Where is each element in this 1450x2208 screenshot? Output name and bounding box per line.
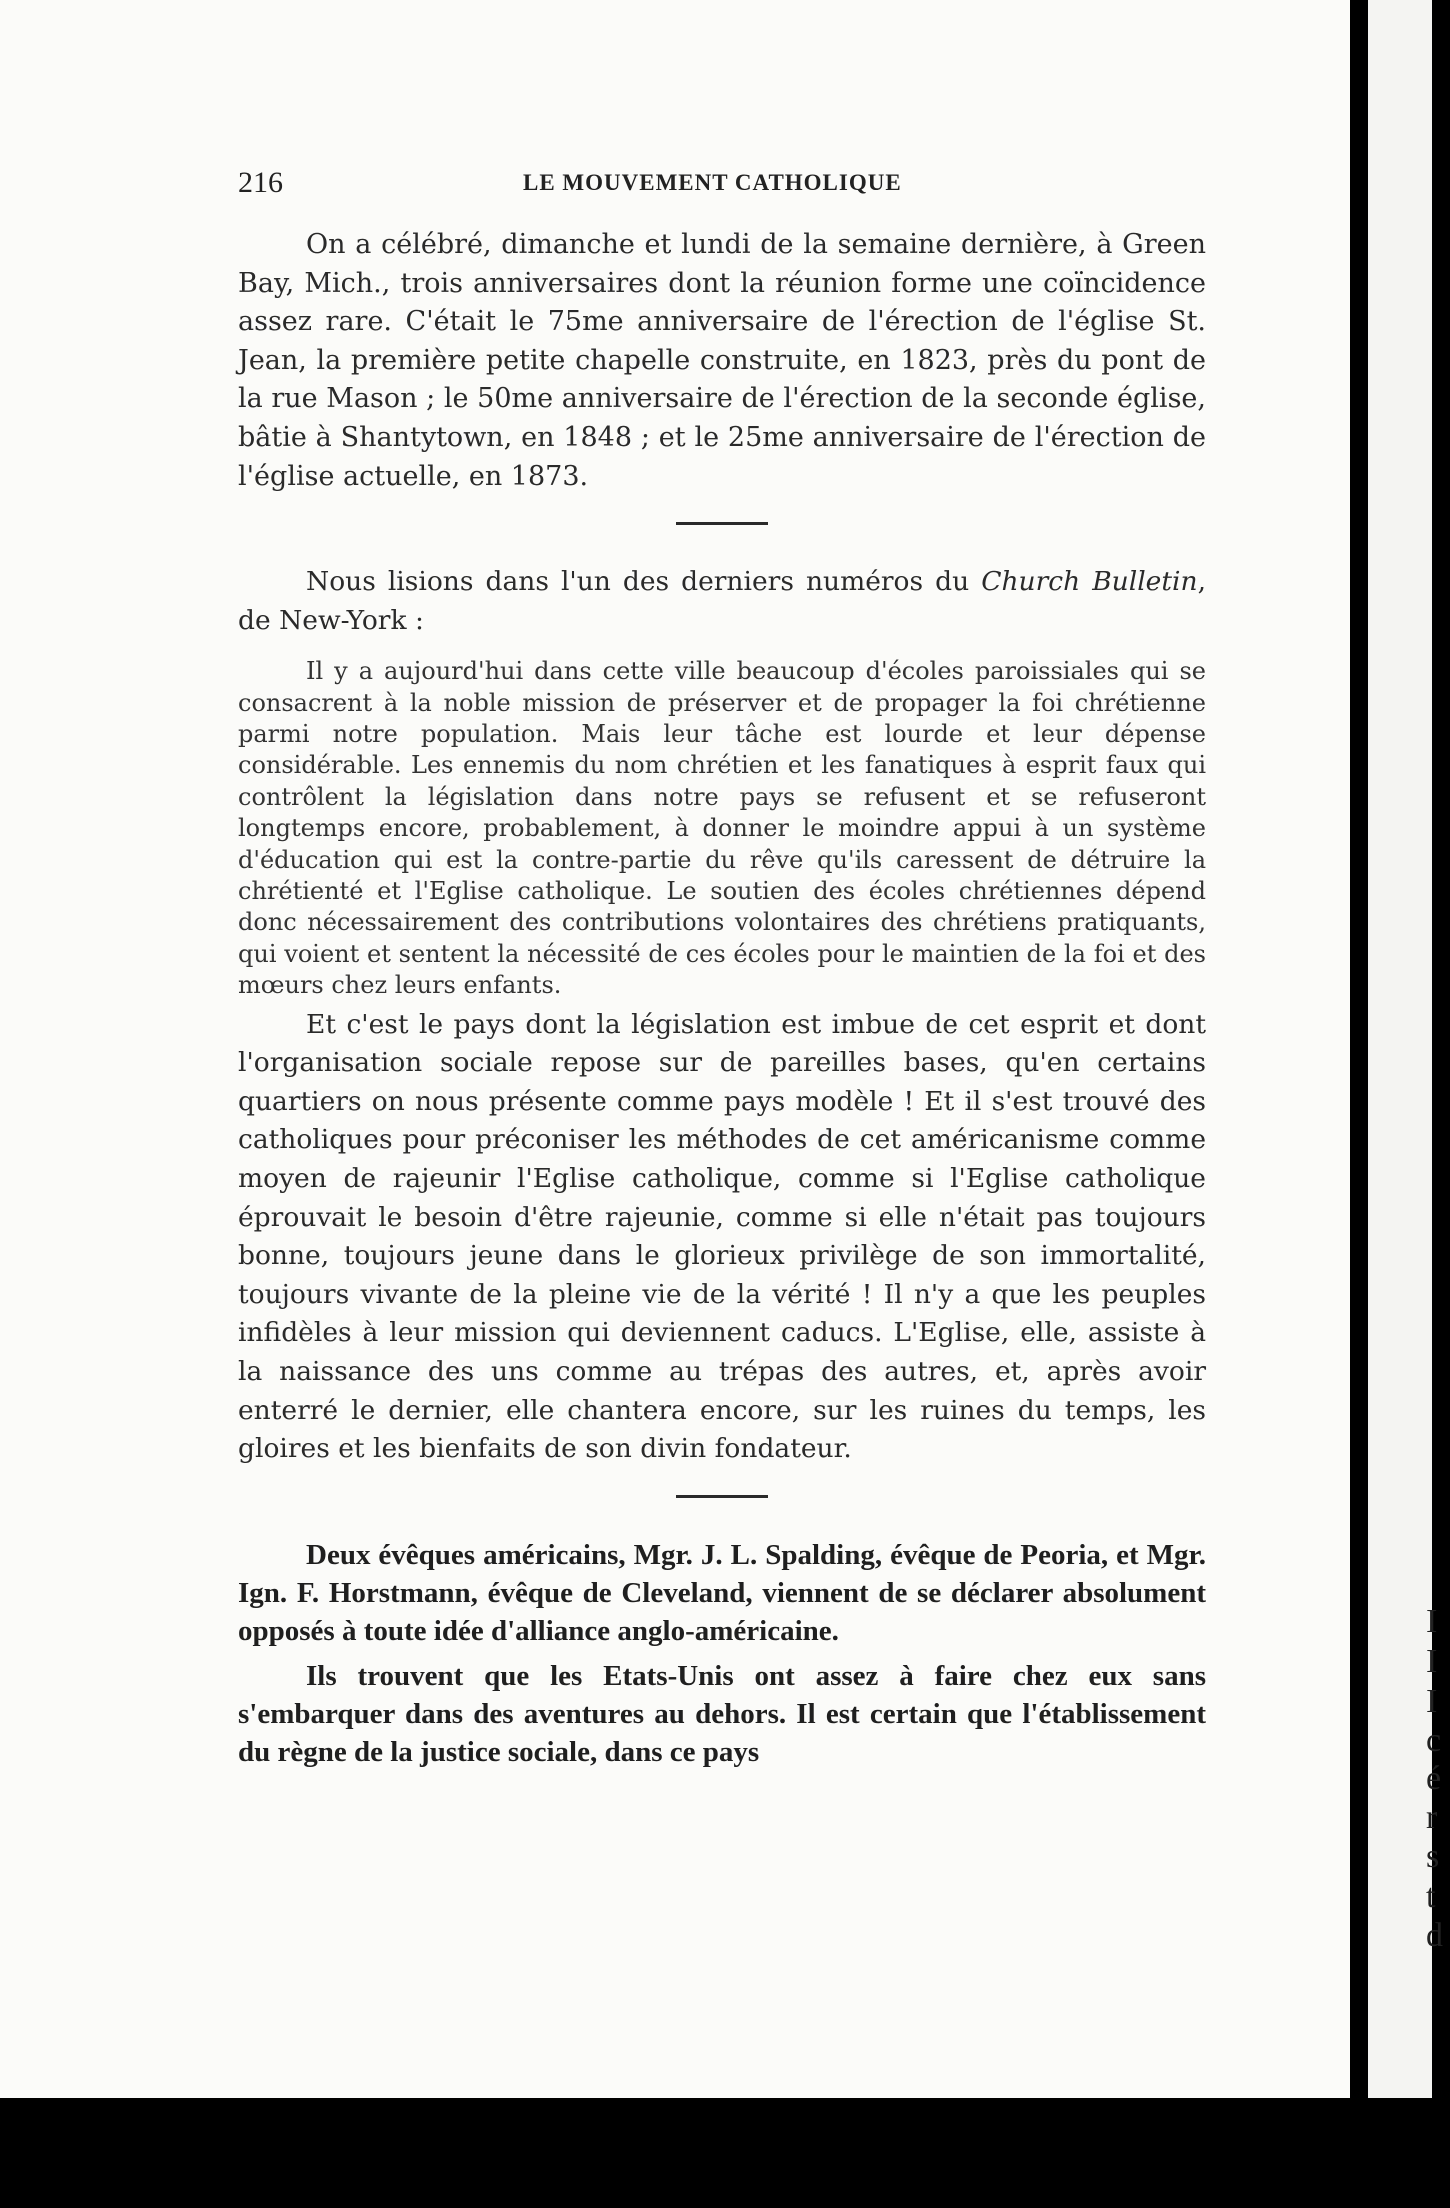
edge-letter: é [1426,1760,1442,1797]
edge-letter: r [1426,1799,1438,1836]
edge-letter: d [1426,1917,1443,1954]
paragraph-americanisme: Et c'est le pays dont la législation est imbue de cet esprit et dont l'organisation sociale repose sur de pareilles bases, qu'en certains quartiers on nous présente comme pays modèle ! Et il s'est trouvé des catholiques pour préconiser les méthodes de cet américanisme comme moyen de rajeunir l'Eglise catholique, comme si l'Eglise catholique éprouvait le besoin d'être rajeunie, comme si elle n'était pas toujours bonne, toujours jeune dans le glorieux privilège de son immortalité, toujours vivante de la pleine vie de la vérité ! Il n'y a que les peuples infidèles à leur mission qui deviennent caducs. L'Eglise, elle, assiste à la naissance des uns comme au trépas des autres, et, après avoir enterré le dernier, elle chantera encore, sur les ruines du temps, les gloires et les bienfaits de son divin fondateur. [238,1008,1206,1465]
paragraph-etats-unis: Ils trouvent que les Etats-Unis ont assez à faire chez eux sans s'embarquer dans des aventures au dehors. Il est certain que l'établissement du règne de la justice sociale, dans ce pays [238,1659,1206,1769]
intro-text: Nous lisions dans l'un des derniers numéros du [306,566,982,598]
edge-letter: I [1426,1603,1438,1640]
paragraph-church-bulletin-intro [238,563,1206,640]
scan-border [0,2098,1432,2208]
edge-letter: s [1426,1838,1440,1875]
page-body [238,226,1206,1772]
intro-suffix: , de New-York : [238,566,1206,636]
next-page-edge [1368,0,1443,2098]
paragraph-eveques: Deux évêques américains, Mgr. J. L. Spalding, évêque de Peoria, et Mgr. Ign. F. Horstmann, évêque de Cleveland, viennent de se déclarer absolument opposés à toute idée d'alliance anglo-américaine. [238,1538,1206,1648]
page-header [238,166,928,206]
edge-letter: I [1426,1643,1438,1680]
paragraph-green-bay: On a célébré, dimanche et lundi de la semaine dernière, à Green Bay, Mich., trois anniversaires dont la réunion forme une coïncidence assez rare. C'était le 75me anniversaire de l'érection de l'église St. Jean, la première petite chapelle construite, en 1823, près du pont de la rue Mason ; le 50me anniversaire de l'érection de la seconde église, bâtie à Shantytown, en 1848 ; et le 25me anniversaire de l'érection de l'église actuelle, en 1873. [238,229,1206,492]
block-quote: Il y a aujourd'hui dans cette ville beaucoup d'écoles paroissiales qui se consacrent à la noble mission de préserver et de propager la foi chrétienne parmi notre population. Mais leur tâche est lourde et leur dépense considérable. Les ennemis du nom chrétien et les fanatiques à esprit faux qui contrôlent la législation dans notre pays se refusent et se refuseront longtemps encore, probablement, à donner le moindre appui à un système d'éducation qui est la contre-partie du rêve qu'ils caressent de détruire la chrétienté et l'Eglise catholique. Le soutien des écoles chrétiennes dépend donc nécessairement des contributions volontaires des chrétiens pratiquants, qui voient et sentent la nécessité de ces écoles pour le maintien de la foi et des mœurs chez leurs enfants. [238,657,1206,1000]
section-divider [676,1495,768,1498]
publication-title: Church Bulletin [981,566,1198,598]
page-number: 216 [238,166,283,199]
edge-letter: I [1426,1683,1438,1720]
edge-letter: t [1426,1878,1436,1915]
edge-letter: c [1426,1722,1442,1759]
running-head: LE MOUVEMENT CATHOLIQUE [523,170,902,195]
section-divider [676,522,768,525]
